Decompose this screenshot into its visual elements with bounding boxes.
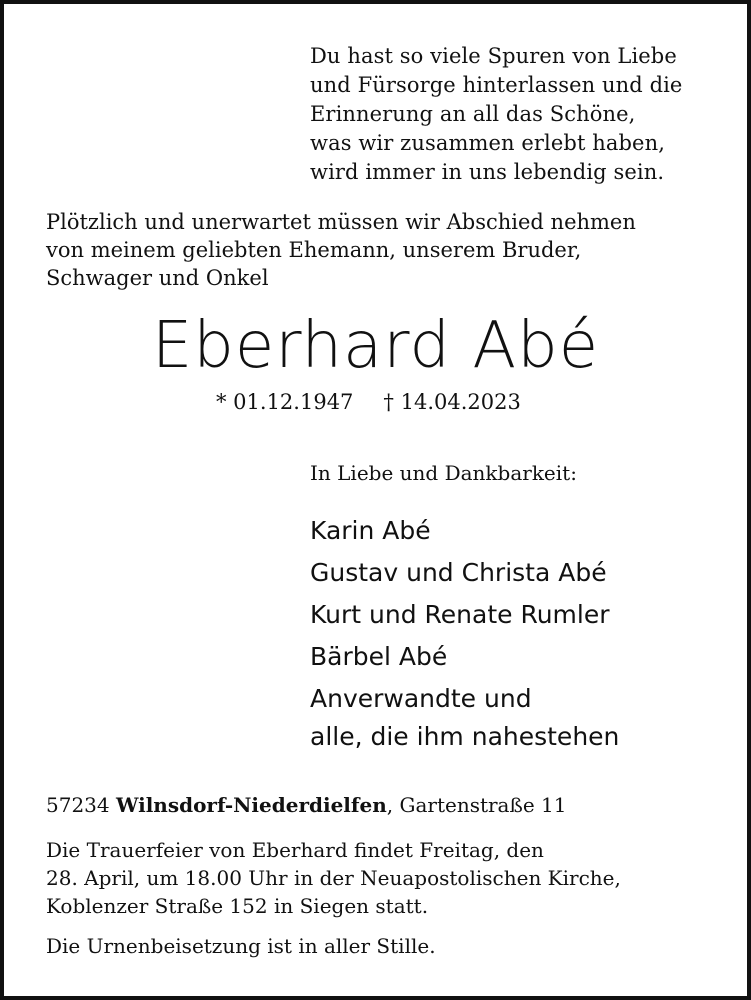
family-member: Karin Abé	[310, 516, 431, 545]
poem-line: was wir zusammen erlebt haben,	[310, 131, 665, 155]
intro-text	[46, 208, 636, 292]
poem-line: und Fürsorge hinterlassen und die	[310, 73, 683, 97]
poem-line: wird immer in uns lebendig sein.	[310, 160, 665, 184]
intro-line: Plötzlich und unerwartet müssen wir Abschied nehmen	[46, 210, 636, 234]
family-member: Kurt und Renate Rumler	[310, 600, 610, 629]
burial-note: Die Urnenbeisetzung ist in aller Stille.	[46, 934, 436, 958]
service-line: Koblenzer Straße 152 in Siegen statt.	[46, 894, 429, 918]
address-city: Wilnsdorf-Niederdielfen	[115, 793, 387, 817]
life-dates	[216, 388, 521, 416]
address-line	[46, 791, 566, 819]
intro-line: Schwager und Onkel	[46, 266, 269, 290]
poem-block	[310, 42, 682, 187]
family-closing-line: Anverwandte und	[310, 684, 532, 713]
thanks-heading: In Liebe und Dankbarkeit:	[310, 461, 577, 485]
service-line: Die Trauerfeier von Eberhard findet Freitag, den	[46, 838, 544, 862]
service-info	[46, 836, 621, 920]
address-zip: 57234	[46, 793, 110, 817]
birth-date: * 01.12.1947	[216, 390, 354, 414]
service-line: 28. April, um 18.00 Uhr in der Neuapostolischen Kirche,	[46, 866, 621, 890]
family-member: Gustav und Christa Abé	[310, 558, 607, 587]
address-street: , Gartenstraße 11	[386, 793, 567, 817]
family-closing-line: alle, die ihm nahestehen	[310, 722, 620, 751]
deceased-name: Eberhard Abé	[151, 309, 600, 383]
family-list	[310, 510, 619, 754]
poem-line: Du hast so viele Spuren von Liebe	[310, 44, 677, 68]
family-member: Bärbel Abé	[310, 642, 448, 671]
intro-line: von meinem geliebten Ehemann, unserem Bruder,	[46, 238, 582, 262]
poem-line: Erinnerung an all das Schöne,	[310, 102, 636, 126]
death-date: † 14.04.2023	[383, 390, 521, 414]
